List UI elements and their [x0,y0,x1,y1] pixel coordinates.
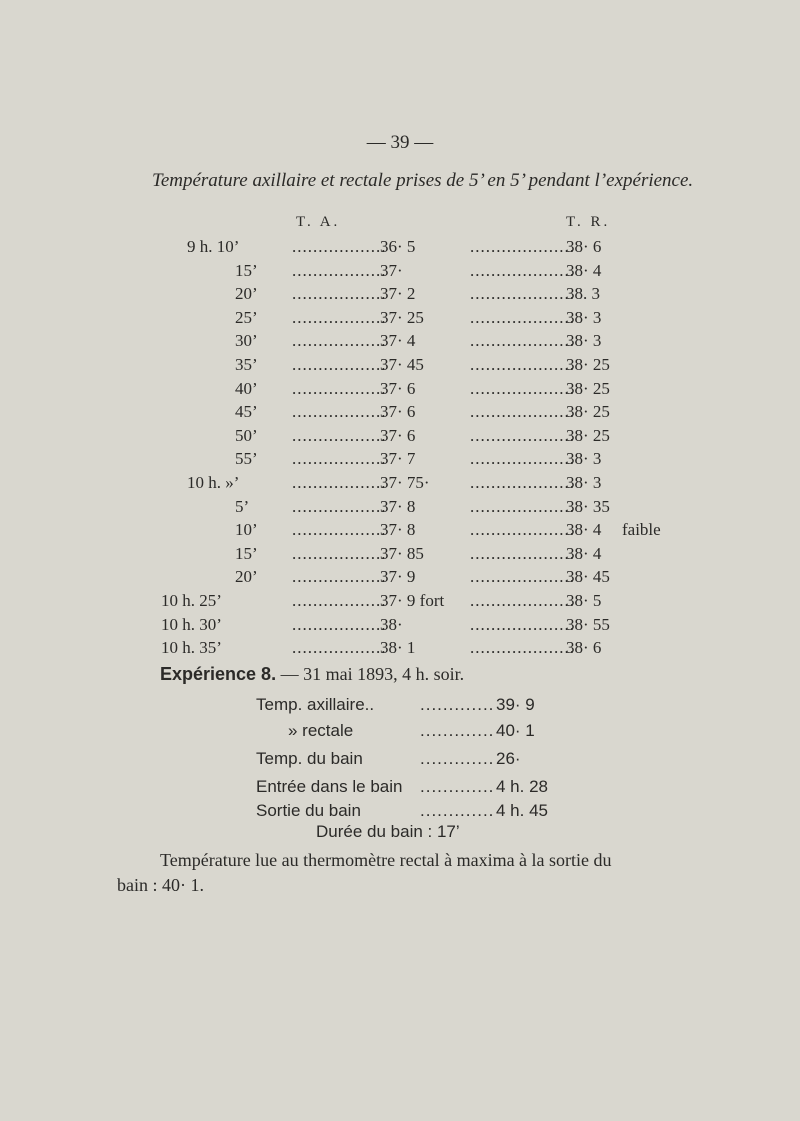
dot-leader: .................... [470,614,575,634]
row-tr: 38· 6 [566,638,602,658]
row-time: 20’ [235,284,258,304]
row-time: 15’ [235,260,258,280]
row-ta: 37· [380,260,403,280]
dot-leader: .................. [292,378,387,398]
row-ta: 37· 25 [380,307,424,327]
experience-title: Expérience 8. [160,664,277,684]
dot-leader: .................... [470,402,575,422]
dot-leader: .................. [292,638,387,658]
row-ta: 37· 4 [380,331,416,351]
row-tr: 38· 25 [566,355,610,374]
dot-leader: .................... [470,307,575,327]
dot-leader: .................... [470,591,575,610]
row-ta: 37· 2 [380,284,416,304]
dot-leader: .................. [292,237,387,256]
dot-leader: .................. [292,331,387,351]
table-row [0,495,800,519]
column-header-ta: T. A. [296,214,341,230]
dot-leader: ............. [420,749,495,768]
row-tr: 38· 25 [566,402,610,422]
row-ta: 37· 8 [380,496,416,516]
dot-leader: .................. [292,520,387,540]
table-row [0,400,800,424]
dot-leader: .................. [292,496,387,516]
dot-leader: .................... [470,260,575,280]
bath-duration: Durée du bain : 17’ [316,822,460,841]
table-row [0,518,800,542]
row-time: 10 h. 25’ [161,591,222,610]
column-header-tr: T. R. [566,214,611,230]
measure-value: 40· 1 [496,721,535,740]
row-ta: 37· 6 [380,402,416,422]
table-row [0,589,800,613]
table-row [0,306,800,330]
dot-leader: .................... [470,331,575,351]
table-row [0,613,800,637]
dot-leader: .................... [470,378,575,398]
row-time: 35’ [235,355,258,374]
row-time: 10 h. 35’ [161,638,222,658]
row-time: 50’ [235,425,258,445]
table-row [0,235,800,259]
row-time: 20’ [235,567,258,587]
measure-label: Temp. du bain [256,749,363,768]
row-time: 45’ [235,402,258,422]
row-time: 10 h. »’ [187,473,240,492]
dot-leader: .................. [292,260,387,280]
dot-leader: .................... [470,473,575,492]
dot-leader: .................... [470,425,575,445]
row-ta: 37· 45 [380,355,424,374]
row-tr: 38· 25 [566,425,610,445]
measure-value: 26· [496,749,521,768]
measure-row [0,798,800,824]
row-time: 10’ [235,520,258,540]
measure-label: » rectale [288,721,354,740]
row-tr: 38· 25 [566,378,610,398]
dot-leader: .................. [292,307,387,327]
dot-leader: ............. [420,801,495,820]
row-ta: 37· 7 [380,449,416,469]
measure-label: Sortie du bain [256,801,361,820]
table-row [0,471,800,495]
row-time: 9 h. 10’ [187,237,240,256]
dot-leader: .................... [470,638,575,658]
row-ta: 36· 5 [380,237,416,256]
caption: Température axillaire et rectale prises de 5’ en 5’ pendant l’expérience. [152,170,694,191]
row-tr: 38· 6 [566,237,602,256]
dot-leader: .................. [292,473,387,492]
row-time: 10 h. 30’ [161,614,222,634]
dot-leader: .................... [470,449,575,469]
dot-leader: .................. [292,543,387,563]
row-ta: 37· 9 fort [380,591,445,610]
dot-leader: .................... [470,496,575,516]
row-ta: 37· 75· [380,473,430,492]
measure-row [0,692,800,718]
note-line-2: bain : 40· 1. [117,875,204,895]
row-tr: 38· 45 [566,567,610,587]
row-tr: 38. 3 [566,284,600,304]
row-tr: 38· 3 [566,473,602,492]
page-number: — 39 — [366,132,434,153]
row-tr: 38· 4 [566,520,602,540]
row-time: 15’ [235,543,258,563]
row-time: 5’ [235,496,250,516]
dot-leader: .................... [470,355,575,374]
row-time: 55’ [235,449,258,469]
row-tr: 38· 4 [566,543,602,563]
row-time: 25’ [235,307,258,327]
dot-leader: ............. [420,777,495,796]
row-time: 40’ [235,378,258,398]
table-row [0,377,800,401]
table-row [0,565,800,589]
dot-leader: ............. [420,695,495,714]
measure-value: 4 h. 45 [496,801,548,820]
dot-leader: .................... [470,520,575,540]
dot-leader: .................. [292,284,387,304]
table-row [0,259,800,283]
measure-value: 4 h. 28 [496,777,548,796]
table-row [0,282,800,306]
row-ta: 37· 9 [380,567,416,587]
table-row [0,447,800,471]
row-tr: 38· 3 [566,449,602,469]
row-tr: 38· 55 [566,614,610,634]
row-note: faible [622,520,661,540]
table-row [0,542,800,566]
dot-leader: .................. [292,402,387,422]
dot-leader: .................. [292,614,387,634]
row-tr: 38· 35 [566,496,610,516]
dot-leader: .................... [470,237,575,256]
table-row [0,636,800,660]
measure-row [0,746,800,772]
measure-row [0,774,800,800]
measure-label: Entrée dans le bain [256,777,403,796]
measure-label: Temp. axillaire.. [256,695,375,714]
table-row [0,353,800,377]
experience-date: — 31 mai 1893, 4 h. soir. [280,664,465,684]
table-row [0,329,800,353]
row-tr: 38· 4 [566,260,602,280]
measure-row [0,718,800,744]
row-ta: 38· 1 [380,638,416,658]
dot-leader: .................... [470,284,575,304]
row-ta: 37· 8 [380,520,416,540]
row-ta: 37· 6 [380,425,416,445]
row-ta: 38· [380,614,403,634]
dot-leader: .................. [292,567,387,587]
row-tr: 38· 3 [566,307,602,327]
row-ta: 37· 85 [380,543,424,563]
row-ta: 37· 6 [380,378,416,398]
dot-leader: .................. [292,355,387,374]
dot-leader: .................. [292,425,387,445]
dot-leader: .................... [470,543,575,563]
dot-leader: .................. [292,449,387,469]
row-tr: 38· 3 [566,331,602,351]
note-line-1: Température lue au thermomètre rectal à maxima à la sortie du [160,850,612,870]
dot-leader: ............. [420,721,495,740]
row-time: 30’ [235,331,258,351]
row-tr: 38· 5 [566,591,602,610]
dot-leader: .................... [470,567,575,587]
dot-leader: .................. [292,591,387,610]
table-row [0,424,800,448]
experience-heading [160,664,464,685]
measure-value: 39· 9 [496,695,535,714]
